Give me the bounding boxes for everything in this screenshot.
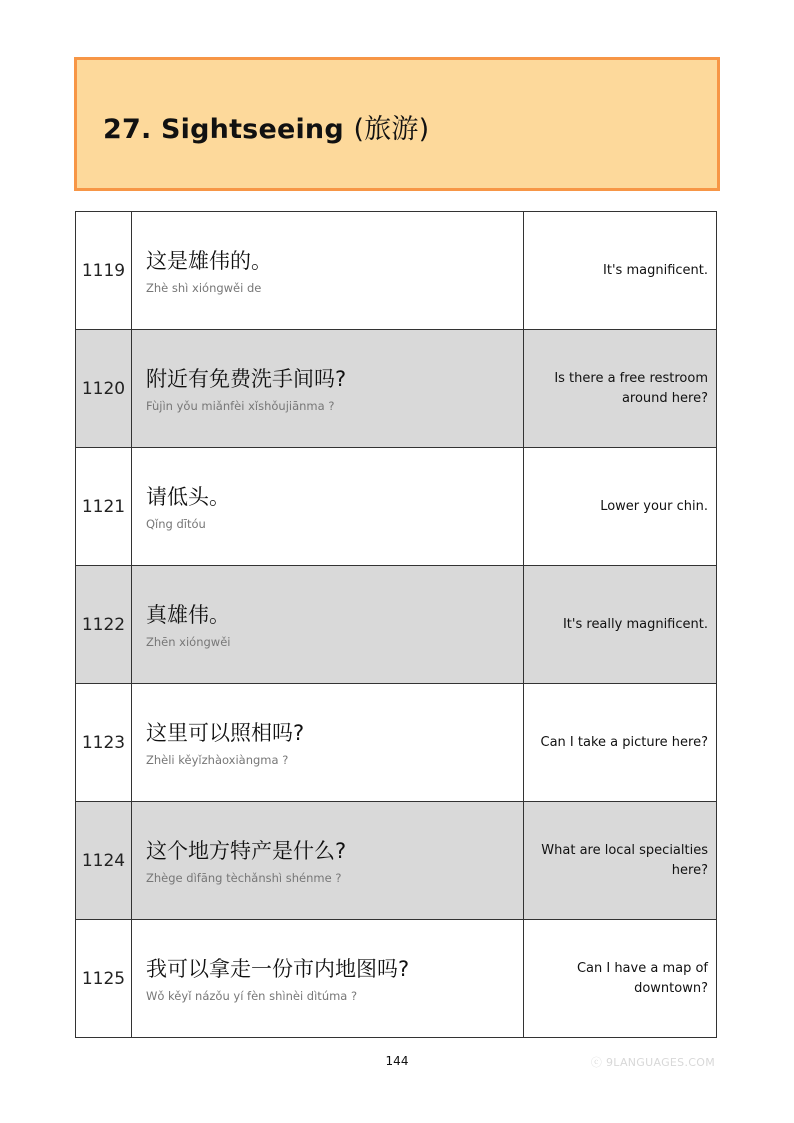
english-translation: It's magnificent.	[524, 212, 717, 330]
row-number: 1123	[76, 684, 132, 802]
watermark: ⓒ 9LANGUAGES.COM	[590, 1056, 715, 1069]
page-number: 144	[385, 1054, 409, 1068]
chinese-text: 真雄伟。	[146, 602, 230, 627]
table-row	[76, 566, 717, 684]
pinyin-text: Wǒ kěyǐ názǒu yí fèn shìnèi dìtúma ?	[146, 988, 358, 1003]
english-translation: It's really magnificent.	[524, 566, 717, 684]
chapter-title-en: 27. Sightseeing	[103, 114, 344, 145]
chapter-header	[74, 57, 720, 191]
english-translation: Can I have a map of downtown?	[524, 920, 717, 1038]
chinese-text: 请低头。	[146, 484, 230, 509]
row-number: 1121	[76, 448, 132, 566]
table-row	[76, 448, 717, 566]
table-row	[76, 684, 717, 802]
chinese-text: 附近有免费洗手间吗?	[146, 366, 347, 391]
pinyin-text: Zhēn xióngwěi	[146, 634, 231, 649]
row-number: 1122	[76, 566, 132, 684]
phrase-cell	[132, 802, 524, 920]
table-row	[76, 330, 717, 448]
pinyin-text: Qǐng dītóu	[146, 516, 206, 531]
phrase-table	[75, 211, 717, 1038]
table-row	[76, 802, 717, 920]
row-number: 1119	[76, 212, 132, 330]
phrase-cell	[132, 566, 524, 684]
english-translation: Lower your chin.	[524, 448, 717, 566]
chinese-text: 这里可以照相吗?	[146, 720, 305, 745]
phrase-cell	[132, 920, 524, 1038]
chinese-text: 这是雄伟的。	[146, 248, 272, 273]
phrase-cell	[132, 684, 524, 802]
row-number: 1120	[76, 330, 132, 448]
pinyin-text: Zhèli kěyǐzhàoxiàngma ?	[146, 752, 289, 767]
chinese-text: 这个地方特产是什么?	[146, 838, 347, 863]
chinese-text: 我可以拿走一份市内地图吗?	[146, 956, 410, 981]
english-translation: Can I take a picture here?	[524, 684, 717, 802]
table-row	[76, 212, 717, 330]
pinyin-text: Fùjìn yǒu miǎnfèi xǐshǒujiānma ?	[146, 398, 335, 413]
pinyin-text: Zhè shì xióngwěi de	[146, 280, 262, 295]
chapter-title	[103, 107, 429, 146]
table-row	[76, 920, 717, 1038]
english-translation: Is there a free restroom around here?	[524, 330, 717, 448]
phrase-cell	[132, 330, 524, 448]
phrase-cell	[132, 212, 524, 330]
english-translation: What are local specialties here?	[524, 802, 717, 920]
phrase-cell	[132, 448, 524, 566]
row-number: 1125	[76, 920, 132, 1038]
row-number: 1124	[76, 802, 132, 920]
pinyin-text: Zhège dìfāng tèchǎnshì shénme ?	[146, 870, 342, 885]
chapter-title-zh: (旅游)	[353, 114, 430, 145]
